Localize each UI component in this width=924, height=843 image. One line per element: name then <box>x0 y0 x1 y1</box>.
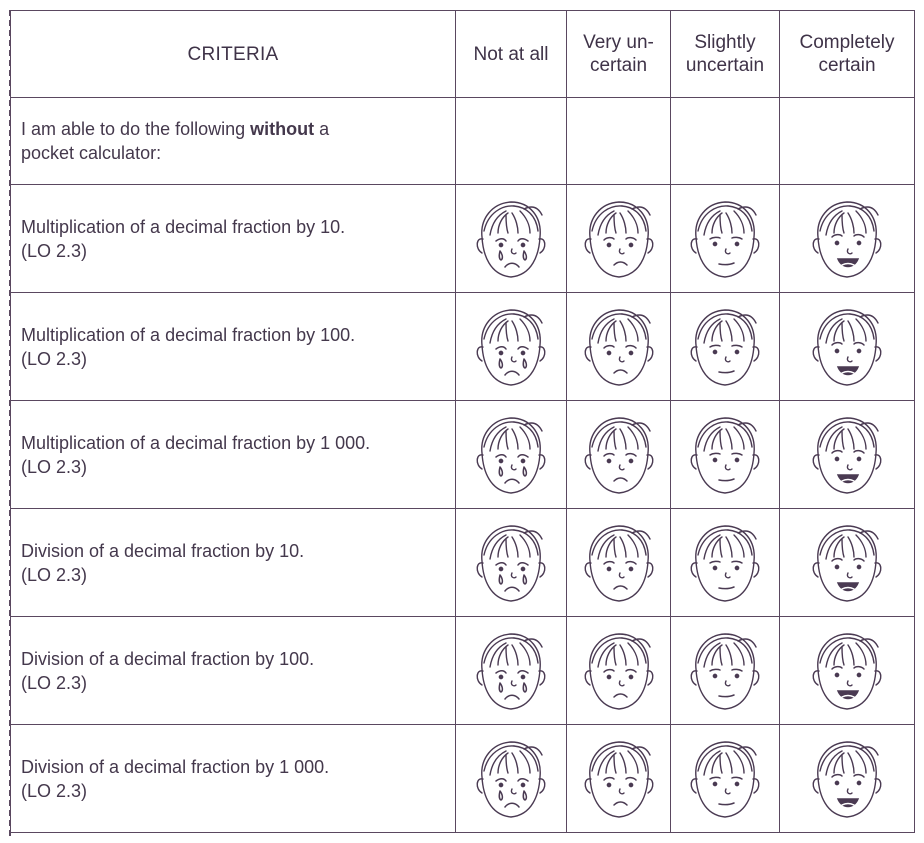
rating-cell[interactable] <box>780 509 915 617</box>
rating-cell[interactable] <box>671 725 780 833</box>
neutral-face-icon <box>682 409 768 501</box>
criteria-reference: (LO 2.3) <box>21 456 88 477</box>
rating-cell[interactable] <box>780 725 915 833</box>
neutral-face-icon <box>682 517 768 609</box>
level-header-line: certain <box>589 55 648 76</box>
cut-line <box>9 10 11 836</box>
rating-cell[interactable] <box>456 401 567 509</box>
happy-face-icon <box>804 625 890 717</box>
criteria-statement: Division of a decimal fraction by 1 000. <box>21 756 330 777</box>
criteria-rows <box>11 185 915 833</box>
sad-face-icon <box>576 193 662 285</box>
criteria-statement: Multiplication of a decimal fraction by 100. <box>21 324 356 345</box>
criteria-row <box>11 617 915 725</box>
neutral-face-icon <box>682 625 768 717</box>
neutral-face-icon <box>682 733 768 825</box>
happy-face-icon <box>804 193 890 285</box>
crying-face-icon <box>468 625 554 717</box>
criteria-statement: Multiplication of a decimal fraction by 1 000. <box>21 432 371 453</box>
intro-after: a <box>314 119 330 139</box>
happy-face-icon <box>804 517 890 609</box>
rating-cell[interactable] <box>567 509 671 617</box>
empty-cell <box>567 98 671 185</box>
level-header-line: Very un- <box>583 32 654 53</box>
criteria-reference: (LO 2.3) <box>21 564 88 585</box>
rating-cell[interactable] <box>567 293 671 401</box>
neutral-face-icon <box>682 193 768 285</box>
happy-face-icon <box>804 409 890 501</box>
crying-face-icon <box>468 733 554 825</box>
criteria-row <box>11 725 915 833</box>
criteria-row <box>11 401 915 509</box>
level-header-completely-certain <box>780 11 915 98</box>
rating-cell[interactable] <box>456 617 567 725</box>
intro-before: I am able to do the following <box>21 119 251 139</box>
sad-face-icon <box>576 409 662 501</box>
crying-face-icon <box>468 301 554 393</box>
level-header-line: Slightly <box>694 32 756 53</box>
crying-face-icon <box>468 409 554 501</box>
criteria-text <box>11 293 456 401</box>
intro-bold: without <box>250 119 315 139</box>
empty-cell <box>671 98 780 185</box>
criteria-statement: Multiplication of a decimal fraction by 10. <box>21 216 346 237</box>
level-header-line: certain <box>818 55 876 76</box>
rating-cell[interactable] <box>780 617 915 725</box>
rating-cell[interactable] <box>671 185 780 293</box>
happy-face-icon <box>804 301 890 393</box>
rating-cell[interactable] <box>671 293 780 401</box>
level-header-very-uncertain <box>567 11 671 98</box>
criteria-row <box>11 509 915 617</box>
level-header-line: uncertain <box>685 55 765 76</box>
criteria-header: CRITERIA <box>11 11 456 98</box>
neutral-face-icon <box>682 301 768 393</box>
crying-face-icon <box>468 517 554 609</box>
criteria-text <box>11 509 456 617</box>
criteria-text <box>11 401 456 509</box>
rating-cell[interactable] <box>780 401 915 509</box>
rating-cell[interactable] <box>456 185 567 293</box>
rating-cell[interactable] <box>780 293 915 401</box>
criteria-text <box>11 617 456 725</box>
rating-cell[interactable] <box>456 509 567 617</box>
crying-face-icon <box>468 193 554 285</box>
sad-face-icon <box>576 733 662 825</box>
rating-cell[interactable] <box>671 509 780 617</box>
criteria-statement: Division of a decimal fraction by 100. <box>21 648 315 669</box>
sad-face-icon <box>576 301 662 393</box>
rating-cell[interactable] <box>671 617 780 725</box>
level-header-line: Completely <box>799 32 895 53</box>
intro-row <box>11 98 915 185</box>
level-header-slightly-uncertain <box>671 11 780 98</box>
rating-cell[interactable] <box>567 725 671 833</box>
intro-line2: pocket calculator: <box>21 143 162 163</box>
sad-face-icon <box>576 625 662 717</box>
criteria-reference: (LO 2.3) <box>21 672 88 693</box>
self-assessment-table <box>10 10 915 833</box>
intro-text <box>11 98 456 185</box>
criteria-statement: Division of a decimal fraction by 10. <box>21 540 305 561</box>
criteria-text <box>11 185 456 293</box>
rating-cell[interactable] <box>456 725 567 833</box>
happy-face-icon <box>804 733 890 825</box>
criteria-reference: (LO 2.3) <box>21 348 88 369</box>
header-row <box>11 11 915 98</box>
criteria-row <box>11 293 915 401</box>
criteria-reference: (LO 2.3) <box>21 240 88 261</box>
level-header-line: Not at all <box>473 43 549 65</box>
criteria-reference: (LO 2.3) <box>21 780 88 801</box>
rating-cell[interactable] <box>780 185 915 293</box>
empty-cell <box>456 98 567 185</box>
rating-cell[interactable] <box>567 401 671 509</box>
criteria-row <box>11 185 915 293</box>
empty-cell <box>780 98 915 185</box>
level-header-not-at-all <box>456 11 567 98</box>
rating-cell[interactable] <box>671 401 780 509</box>
rating-cell[interactable] <box>456 293 567 401</box>
rating-cell[interactable] <box>567 617 671 725</box>
sad-face-icon <box>576 517 662 609</box>
rating-cell[interactable] <box>567 185 671 293</box>
criteria-text <box>11 725 456 833</box>
